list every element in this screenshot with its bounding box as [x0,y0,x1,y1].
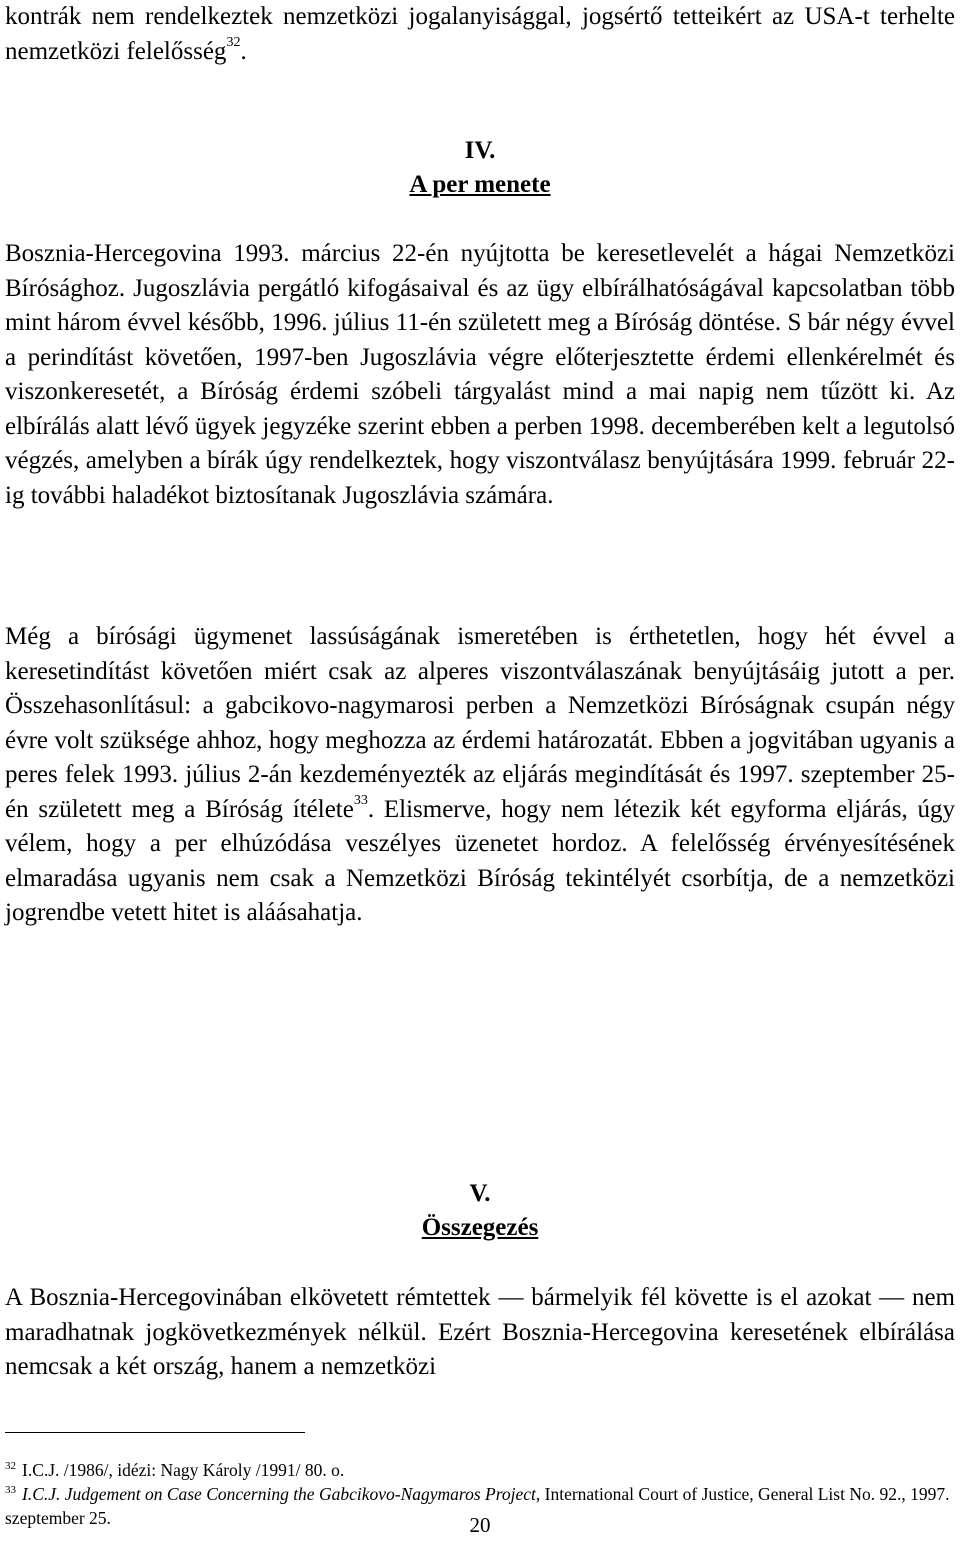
paragraph-intro-text: kontrák nem rendelkeztek nemzetközi jogalanyisággal, jogsértő tetteikért az USA-t terhelte nemzetközi felelősség [5,3,955,65]
footnote-33-number: 33 [5,1484,16,1497]
footnote-32-number: 32 [5,1460,16,1473]
page-number: 20 [469,1513,491,1537]
paragraph-ugymenet-text: Még a bírósági ügymenet lassúságának ismeretében is érthetetlen, hogy hét évvel a keresetindítást követően miért csak az alperes viszontválaszának benyújtásáig jutott a per. Összehasonlításul: a gabcikovo-nagymarosi perben a Nemzetközi Bíróságnak csupán négy évre volt szüksége ahhoz, hogy meghozza az érdemi határozatát. Ebben a jogvitában ugyanis a peres felek 1993. július 2-án kezdeményezték az eljárás megindítását és 1997. szeptember 25-én született meg a Bíróság ítélete [5,623,955,823]
section-heading-v [0,1177,960,1245]
section-number-iv: IV. [464,137,496,164]
section-heading-iv [0,134,960,202]
footnote-33-case-title: I.C.J. Judgement on Case Concerning the Gabcikovo-Nagymaros Project [22,1484,536,1504]
footnote-32 [5,1458,955,1482]
footnote-ref-33[interactable]: 33 [353,793,368,809]
footnote-32-text: I.C.J. /1986/, idézi: Nagy Károly /1991/ 80. o. [22,1460,345,1480]
footnote-33-text: , International Court of Justice, General List No. 92., 1997. szeptember 25. [5,1484,950,1528]
paragraph-intro-tail: . [240,37,247,65]
paragraph-ugymenet-tail: . Elismerve, hogy nem létezik két egyforma eljárás, úgy vélem, hogy a per elhúzódása veszélyes üzenetet hordoz. A felelősség érvényesítésének elmaradása ugyanis nem csak a Nemzetközi Bíróság tekintélyét csorbítja, de a nemzetközi jogrendbe vetett hitet is aláásahatja. [5,795,955,926]
paragraph-ugymenet [5,620,955,931]
footnote-ref-32[interactable]: 32 [226,35,241,51]
footnote-separator [5,1432,305,1433]
section-title-per-menete: A per menete [409,171,551,198]
paragraph-per-menete: Bosznia-Hercegovina 1993. március 22-én nyújtotta be keresetlevelét a hágai Nemzetközi Bírósághoz. Jugoszlávia pergátló kifogásaival és az ügy elbírálhatóságával kapcsolatban több mint három évvel később, 1996. július 11-én született meg a Bíróság döntése. S bár négy évvel a perindítást követően, 1997-ben Jugoszlávia végre előterjesztette érdemi ellenkérelmét és viszonkeresetét, a Bíróság érdemi szóbeli tárgyalást mind a mai napig nem tűzött ki. Az elbírálás alatt lévő ügyek jegyzéke szerint ebben a perben 1998. decemberében kelt a legutolsó végzés, amelyben a bírák úgy rendelkeztek, hogy viszontválasz benyújtására 1999. február 22-ig további haladékot biztosítanak Jugoszlávia számára. [5,240,955,509]
paragraph-osszegezes: A Bosznia-Hercegovinában elkövetett rémtettek — bármelyik fél követte is el azokat — nem maradhatnak jogkövetkezmények nélkül. Ezért Bosznia-Hercegovina keresetének elbírálása nemcsak a két ország, hanem a nemzetközi [5,1284,955,1380]
section-number-v: V. [469,1180,491,1207]
paragraph-intro [5,0,955,69]
section-title-osszegezes: Összegezés [421,1214,539,1241]
